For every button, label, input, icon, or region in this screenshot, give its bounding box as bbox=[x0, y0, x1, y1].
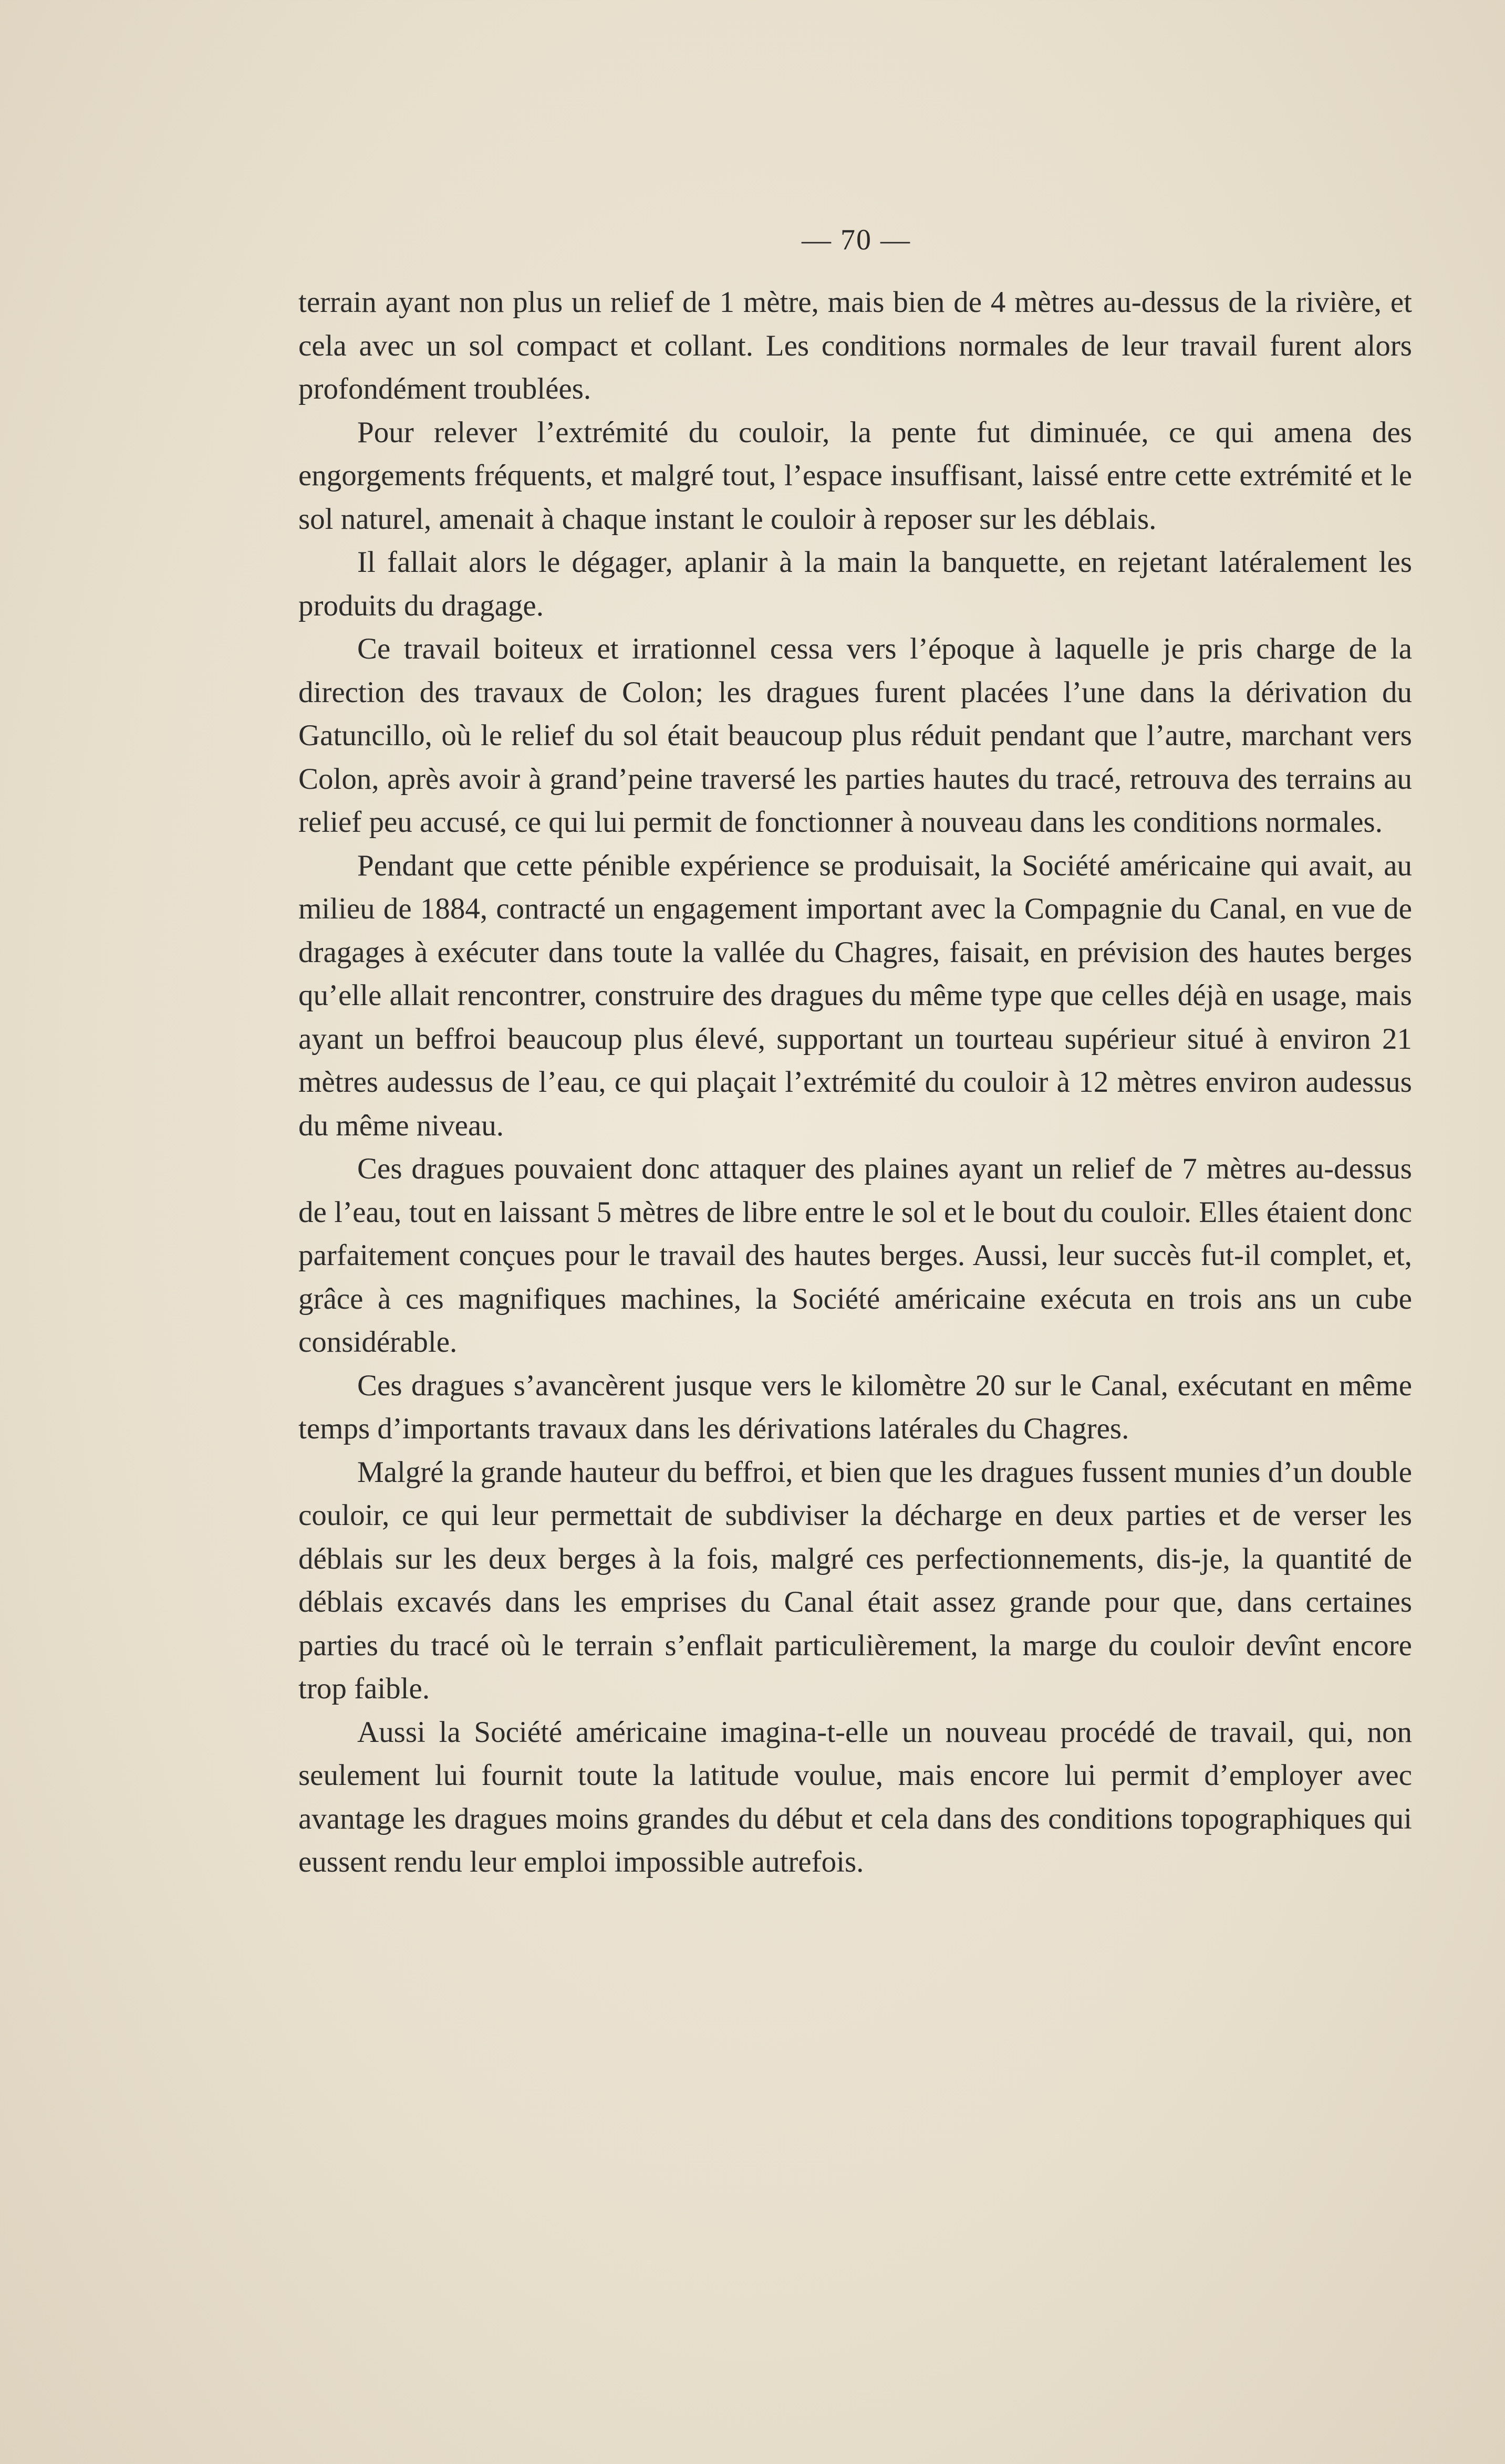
body-text bbox=[298, 281, 1412, 1884]
paragraph-7: Ces dragues s’avancèrent jusque vers le kilomètre 20 sur le Canal, exécutant en même temps d’importants travaux dans les dérivations latérales du Chagres. bbox=[298, 1369, 1412, 1445]
paragraph-8: Malgré la grande hauteur du beffroi, et bien que les dragues fussent munies d’un double couloir, ce qui leur permettait de subdiviser la décharge en deux parties et de verser les déblais sur les deux berges à la fois, malgré ces perfectionnements, dis-je, la quantité de déblais excavés dans les emprises du Canal était assez grande pour que, dans certaines parties du tracé où le terrain s’enflait particulièrement, la marge du couloir devînt encore trop faible. bbox=[298, 1455, 1412, 1705]
paragraph-5: Pendant que cette pénible expérience se produisait, la Société américaine qui avait, au milieu de 1884, contracté un engagement important avec la Compagnie du Canal, en vue de dragages à exécuter dans toute la vallée du Chagres, faisait, en prévision des hautes berges qu’elle allait rencontrer, construire des dragues du même type que celles déjà en usage, mais ayant un beffroi beaucoup plus élevé, supportant un tourteau supérieur situé à environ 21 mètres audessus de l’eau, ce qui plaçait l’extrémité du couloir à 12 mètres environ audessus du même niveau. bbox=[298, 849, 1412, 1142]
paragraph-6: Ces dragues pouvaient donc attaquer des plaines ayant un relief de 7 mètres au-dessus de l’eau, tout en laissant 5 mètres de libre entre le sol et le bout du couloir. Elles étaient donc parfaitement conçues pour le travail des hautes berges. Aussi, leur succès fut-il complet, et, grâce à ces magnifiques machines, la Société américaine exécuta en trois ans un cube considérable. bbox=[298, 1152, 1412, 1359]
page-number: — 70 — bbox=[802, 224, 911, 256]
paragraph-4: Ce travail boiteux et irrationnel cessa vers l’époque à laquelle je pris charge de la direction des travaux de Colon; les dragues furent placées l’une dans la dérivation du Gatuncillo, où le relief du sol était beaucoup plus réduit pendant que l’autre, marchant vers Colon, après avoir à grand’peine traversé les parties hautes du tracé, retrouva des terrains au relief peu accusé, ce qui lui permit de fonctionner à nouveau dans les conditions normales. bbox=[298, 632, 1412, 839]
paragraph-1: terrain ayant non plus un relief de 1 mètre, mais bien de 4 mètres au-dessus de la rivière, et cela avec un sol compact et collant. Les conditions normales de leur travail furent alors profondément troublées. bbox=[298, 286, 1412, 405]
paragraph-2: Pour relever l’extrémité du couloir, la pente fut diminuée, ce qui amena des engorgements fréquents, et malgré tout, l’espace insuffisant, laissé entre cette extrémité et le sol naturel, amenait à chaque instant le couloir à reposer sur les déblais. bbox=[298, 415, 1412, 536]
paragraph-3: Il fallait alors le dégager, aplanir à la main la banquette, en rejetant latéralement les produits du dragage. bbox=[298, 546, 1412, 622]
paragraph-9: Aussi la Société américaine imagina-t-elle un nouveau procédé de travail, qui, non seulement lui fournit toute la latitude voulue, mais encore lui permit d’employer avec avantage les dragues moins grandes du début et cela dans des conditions topographiques qui eussent rendu leur emploi impossible autrefois. bbox=[298, 1715, 1412, 1878]
